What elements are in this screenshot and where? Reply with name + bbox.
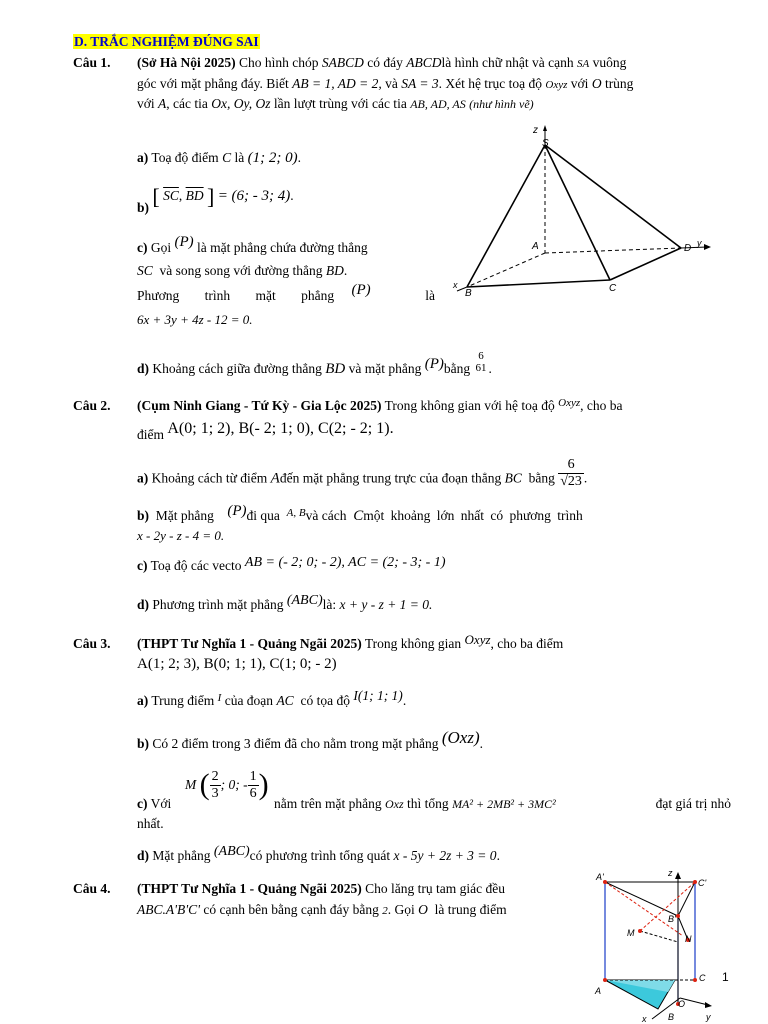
q3-c-line1: c) Với nằm trên mặt phẳng Oxz thì tổng MA² + 2MB² + 3MC² đạt giá trị nhỏ	[137, 796, 731, 811]
q1-option-c-line3: Phương trình mặt phẳng (P) là	[137, 282, 435, 303]
q3-option-d: d) Mặt phẳng (ABC)có phương trình tổng quát x - 5y + 2z + 3 = 0.	[137, 844, 500, 863]
fig1-label-d: D	[684, 243, 692, 254]
q1-option-b: b) [ $\overline{SC}$, $\overline{BD}$ ] = (6; - 3; 4).	[137, 184, 294, 216]
q1-label: Câu 1.	[73, 55, 111, 70]
q1-option-d: d) Khoảng cách giữa đường thẳng BD và mặt phẳng (P)bằng 6 61 .	[137, 350, 492, 378]
pyramid-figure	[445, 120, 725, 300]
fig2-label-o: O	[678, 999, 686, 1009]
q3-c-point-m: M ( $\frac{2}{3}$ ; 0; - $\frac{1}{6}$ )	[185, 768, 269, 801]
q2-option-c: c) Toạ độ các vecto AB = (- 2; 0; - 2), AC = (2; - 3; - 1)	[137, 555, 446, 573]
q1-option-c-line1: c) Gọi (P) là mặt phẳng chứa đường thẳng	[137, 234, 368, 255]
fig2-label-z: z	[668, 868, 673, 878]
section-title: D. TRẮC NGHIỆM ĐÚNG SAI	[74, 34, 259, 49]
q2-option-a: a) Khoảng cách từ điểm Ađến mặt phẳng trung trực của đoạn thẳng BC bằng $\frac{6}{√23}$ .	[137, 457, 588, 489]
fig2-label-c: C	[699, 973, 706, 983]
q4-label: Câu 4.	[73, 881, 111, 896]
q1-stem-line2: góc với mặt phẳng đáy. Biết AB = 1, AD = 2, và SA = 3. Xét hệ trục toạ độ Oxyz với O trùng	[137, 76, 634, 91]
fig2-label-m: M	[627, 928, 635, 938]
prism-figure	[588, 864, 723, 1024]
fig2-label-c-prime: C'	[698, 878, 707, 888]
q2-option-b-equation: x - 2y - z - 4 = 0.	[137, 528, 225, 543]
q1-stem-line1: (Sở Hà Nội 2025) Cho hình chóp SABCD có đáy ABCDlà hình chữ nhật và cạnh SA vuông	[137, 55, 627, 70]
q3-c-line2: nhất.	[137, 816, 164, 831]
fig2-label-a: A	[595, 986, 602, 996]
q2-stem-line1: (Cụm Ninh Giang - Tứ Kỳ - Gia Lộc 2025) Trong không gian với hệ toạ độ $^{Oxyz}$, cho ba	[137, 397, 623, 413]
fig2-label-x: x	[642, 1014, 647, 1024]
fig2-label-n: N	[685, 934, 692, 944]
fig2-label-a-prime: A'	[596, 872, 604, 882]
q4-stem-line2: ABC.A'B'C' có cạnh bên bằng cạnh đáy bằng 2. Gọi O là trung điểm	[137, 902, 507, 917]
q4-stem-line1: (THPT Tư Nghĩa 1 - Quảng Ngãi 2025) Cho lăng trụ tam giác đều	[137, 881, 505, 896]
q3-option-b: b) Có 2 điểm trong 3 điểm đã cho nằm trong mặt phẳng (Oxz).	[137, 728, 483, 751]
q1-stem-line3: với A, các tia Ox, Oy, Oz lần lượt trùng với các tia AB, AD, AS (như hình vẽ)	[137, 96, 534, 111]
q3-stem-line1: (THPT Tư Nghĩa 1 - Quảng Ngãi 2025) Trong không gian Oxyz, cho ba điểm	[137, 632, 564, 651]
q2-label: Câu 2.	[73, 398, 111, 413]
fig2-label-y: y	[706, 1012, 711, 1022]
fig2-label-b-prime: B'	[668, 914, 676, 924]
q1-option-c-line2: SC và song song với đường thẳng BD.	[137, 263, 348, 278]
q3-points: A(1; 2; 3), B(0; 1; 1), C(1; 0; - 2)	[137, 656, 337, 672]
fig1-label-c: C	[609, 283, 617, 294]
q2-stem-line2: điểm A(0; 1; 2), B(- 2; 1; 0), C(2; - 2; 1).	[137, 420, 394, 442]
q3-label: Câu 3.	[73, 636, 111, 651]
q1-option-c-equation: 6x + 3y + 4z - 12 = 0.	[137, 312, 253, 327]
q2-option-b-line1: b) Mặt phẳng (P)đi qua $^{A, B}$và cách Cmột khoảng lớn nhất có phương trình	[137, 503, 583, 524]
fig1-label-y: y	[697, 238, 702, 248]
fig1-label-x: x	[453, 280, 458, 290]
q3-option-a: a) Trung điểm $^I$ của đoạn AC có tọa độ I(1; 1; 1).	[137, 688, 407, 708]
q1-option-a: a) Toạ độ điểm C là (1; 2; 0).	[137, 150, 301, 166]
fig1-label-z: z	[533, 125, 538, 136]
fig1-label-b: B	[465, 288, 472, 299]
fig1-label-a: A	[532, 241, 539, 252]
q2-option-d: d) Phương trình mặt phẳng (ABC)là: x + y - z + 1 = 0.	[137, 593, 433, 612]
page-number: 1	[722, 970, 729, 984]
fig2-label-b: B	[668, 1012, 675, 1022]
fig1-label-s: S	[542, 138, 549, 149]
